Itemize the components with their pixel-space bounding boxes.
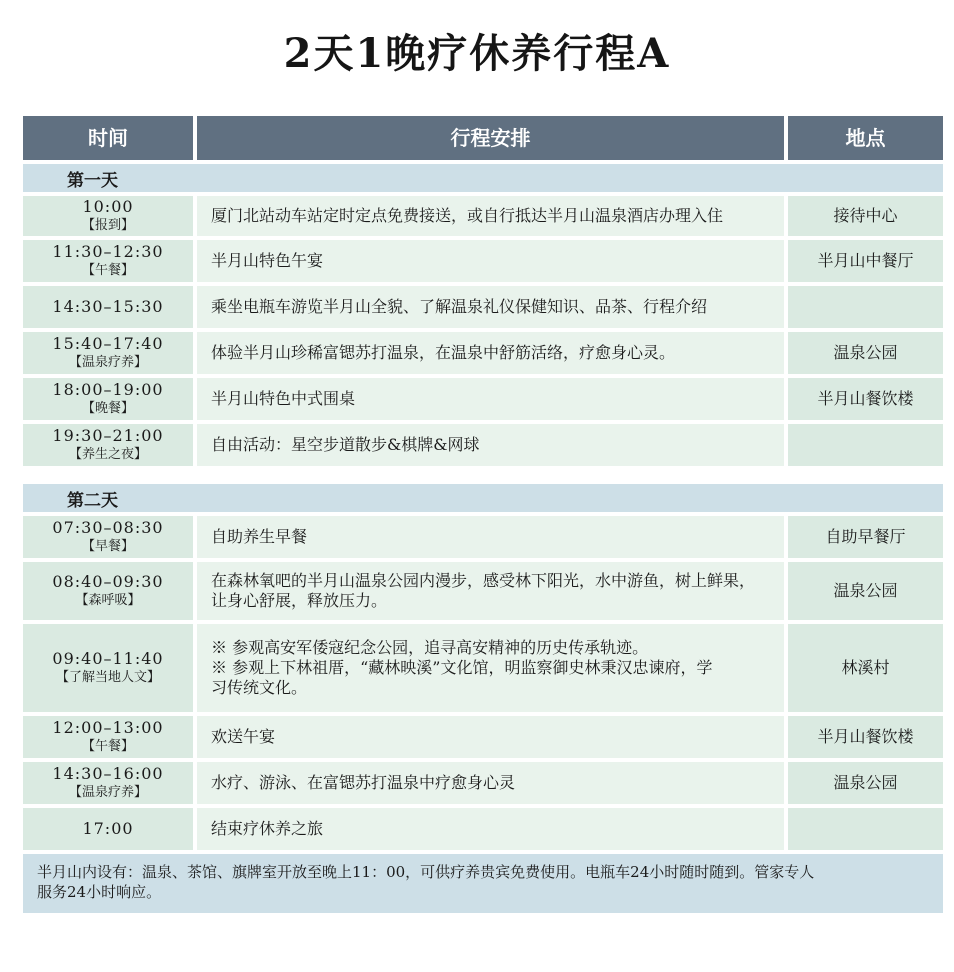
time-cell	[23, 286, 193, 328]
location-cell: 温泉公园	[788, 762, 943, 804]
header-location: 地点	[788, 116, 943, 160]
activity-cell	[197, 562, 784, 620]
time-cell	[23, 240, 193, 282]
activity-cell	[197, 332, 784, 374]
time-range: 18:00–19:00	[52, 380, 164, 400]
activity-cell	[197, 286, 784, 328]
activity-line: 习传统文化。	[211, 678, 308, 697]
table-body	[23, 164, 943, 850]
activity-cell	[197, 762, 784, 804]
note-line: 半月山内设有：温泉、茶馆、旗牌室开放至晚上11：00，可供疗养贵宾免费使用。电瓶车24小时随时随到。管家专人	[37, 863, 815, 881]
note-line: 服务24小时响应。	[37, 883, 162, 902]
time-cell	[23, 424, 193, 466]
day-gap	[23, 470, 943, 484]
table-row	[23, 716, 943, 758]
activity-line: 结束疗休养之旅	[211, 819, 324, 838]
time-cell	[23, 516, 193, 558]
day-label: 第二天	[23, 484, 943, 512]
time-range: 14:30–15:30	[52, 297, 164, 316]
activity-cell	[197, 716, 784, 758]
location-cell: 半月山中餐厅	[788, 240, 943, 282]
activity-line: 自助养生早餐	[211, 527, 308, 546]
time-range: 09:40–11:40	[52, 649, 164, 669]
time-range: 19:30–21:00	[52, 426, 164, 446]
time-tag: 【森呼吸】	[75, 593, 141, 609]
table-row	[23, 332, 943, 374]
activity-line: 乘坐电瓶车游览半月山全貌、了解温泉礼仪保健知识、品茶、行程介绍	[211, 297, 708, 316]
table-row	[23, 240, 943, 282]
activity-line: 半月山特色午宴	[211, 251, 324, 270]
time-cell	[23, 378, 193, 420]
activity-cell	[197, 624, 784, 712]
time-tag: 【了解当地人文】	[55, 670, 160, 686]
activity-line: 半月山特色中式围桌	[211, 389, 356, 408]
time-tag: 【温泉疗养】	[68, 785, 147, 801]
time-range: 08:40–09:30	[52, 572, 164, 592]
time-cell	[23, 332, 193, 374]
activity-line: 厦门北站动车站定时定点免费接送，或自行抵达半月山温泉酒店办理入住	[211, 206, 724, 225]
time-cell	[23, 762, 193, 804]
time-range: 11:30–12:30	[52, 242, 164, 262]
activity-cell	[197, 516, 784, 558]
time-cell	[23, 716, 193, 758]
activity-line: 在森林氧吧的半月山温泉公园内漫步，感受林下阳光，水中游鱼，树上鲜果，	[211, 571, 756, 590]
table-row	[23, 378, 943, 420]
table-row	[23, 808, 943, 850]
activity-line: 欢送午宴	[211, 727, 276, 746]
table-row	[23, 196, 943, 236]
table-header-row	[23, 116, 943, 160]
location-cell: 温泉公园	[788, 332, 943, 374]
activity-line: 体验半月山珍稀富锶苏打温泉，在温泉中舒筋活络，疗愈身心灵。	[211, 343, 676, 362]
time-range: 15:40–17:40	[52, 334, 164, 354]
activity-cell	[197, 378, 784, 420]
location-cell: 林溪村	[788, 624, 943, 712]
location-cell: 自助早餐厅	[788, 516, 943, 558]
time-tag: 【早餐】	[81, 539, 134, 555]
page-title: 2天1晚疗休养行程A	[283, 30, 671, 77]
time-cell	[23, 562, 193, 620]
activity-cell	[197, 240, 784, 282]
location-cell	[788, 286, 943, 328]
time-tag: 【午餐】	[81, 263, 134, 279]
table-row	[23, 286, 943, 328]
activity-cell	[197, 196, 784, 236]
activity-line: 水疗、游泳、在富锶苏打温泉中疗愈身心灵	[211, 773, 516, 792]
time-cell	[23, 196, 193, 236]
activity-line: ※ 参观高安军倭寇纪念公园，追寻高安精神的历史传承轨迹。	[211, 638, 649, 657]
time-range: 12:00–13:00	[52, 718, 164, 738]
activity-line: 自由活动：星空步道散步&棋牌&网球	[211, 435, 480, 454]
activity-cell	[197, 808, 784, 850]
location-cell: 半月山餐饮楼	[788, 378, 943, 420]
table-row	[23, 762, 943, 804]
location-cell	[788, 808, 943, 850]
time-cell	[23, 624, 193, 712]
time-range: 17:00	[82, 819, 134, 838]
time-cell	[23, 808, 193, 850]
day-label: 第一天	[23, 164, 943, 192]
time-tag: 【报到】	[81, 218, 134, 234]
header-time: 时间	[23, 116, 193, 160]
header-activity: 行程安排	[197, 116, 784, 160]
location-cell: 接待中心	[788, 196, 943, 236]
location-cell	[788, 424, 943, 466]
location-cell: 半月山餐饮楼	[788, 716, 943, 758]
activity-line: 让身心舒展，释放压力。	[211, 591, 388, 610]
table-row	[23, 624, 943, 712]
footer-note	[23, 854, 943, 913]
activity-line: ※ 参观上下林祖厝，“藏林映溪”文化馆，明监察御史林秉汉忠谏府，学	[211, 658, 713, 677]
time-tag: 【午餐】	[81, 739, 134, 755]
location-cell: 温泉公园	[788, 562, 943, 620]
table-row	[23, 424, 943, 466]
time-tag: 【温泉疗养】	[68, 355, 147, 371]
activity-cell	[197, 424, 784, 466]
time-range: 10:00	[82, 197, 134, 217]
table-row	[23, 562, 943, 620]
time-range: 07:30–08:30	[52, 518, 164, 538]
table-row	[23, 516, 943, 558]
time-tag: 【养生之夜】	[68, 447, 147, 463]
time-range: 14:30–16:00	[52, 764, 164, 784]
itinerary-table	[23, 116, 943, 913]
time-tag: 【晚餐】	[81, 401, 134, 417]
